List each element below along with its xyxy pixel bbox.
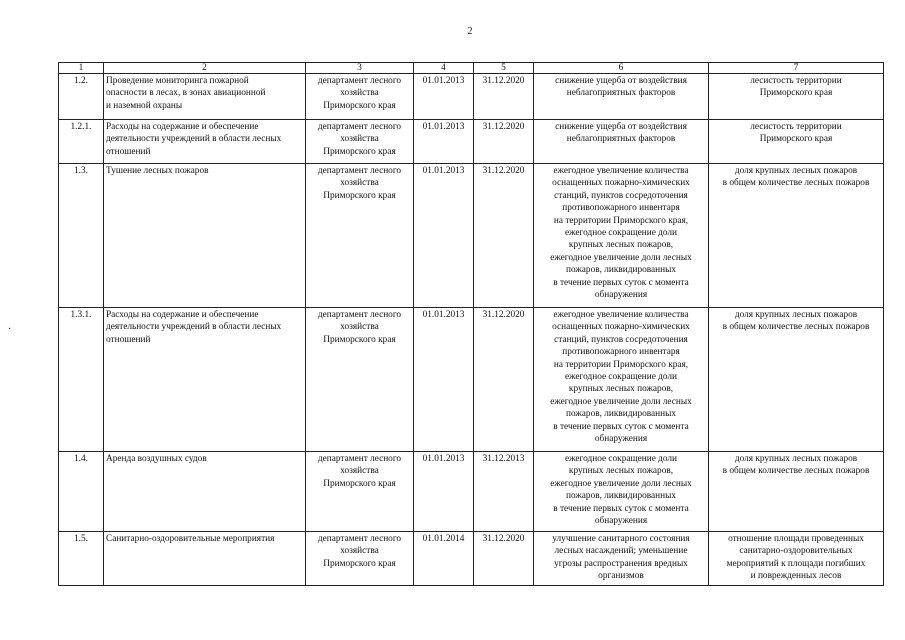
table-row — [59, 452, 884, 532]
end-date: 31.12.2020 — [474, 74, 534, 120]
expected-result: улучшение санитарного состояния лесных насаждений; уменьшение угрозы распространения вредных организмов — [534, 532, 709, 586]
margin-mark: · — [8, 324, 12, 335]
row-number: 1.3. — [59, 164, 104, 308]
expected-result: снижение ущерба от воздействия неблагоприятных факторов — [534, 74, 709, 120]
activity-name: Аренда воздушных судов — [104, 452, 306, 532]
column-header-4: 4 — [414, 63, 474, 74]
end-date: 31.12.2020 — [474, 532, 534, 586]
row-number: 1.2. — [59, 74, 104, 120]
program-activities-table — [58, 62, 884, 586]
expected-result: ежегодное сокращение доли крупных лесных пожаров, ежегодное увеличение доли лесных пожаров, ликвидированных в течение первых суток с момента обнаружения — [534, 452, 709, 532]
table-row — [59, 74, 884, 120]
executor: департамент лесного хозяйства Приморского края — [306, 164, 414, 308]
start-date: 01.01.2014 — [414, 532, 474, 586]
column-header-6: 6 — [534, 63, 709, 74]
column-header-2: 2 — [104, 63, 306, 74]
start-date: 01.01.2013 — [414, 120, 474, 164]
expected-result: ежегодное увеличение количества оснащенных пожарно-химических станций, пунктов сосредоточения противопожарного инвентаря на территории Приморского края, ежегодное сокращение доли крупных лесных пожаров, ежегодное увеличение доли лесных пожаров, ликвидированных в течение первых суток с момента обнаружения — [534, 308, 709, 452]
column-number-header-row — [59, 63, 884, 74]
column-header-1: 1 — [59, 63, 104, 74]
indicator: доля крупных лесных пожаров в общем количестве лесных пожаров — [709, 452, 884, 532]
end-date: 31.12.2020 — [474, 120, 534, 164]
indicator: лесистость территории Приморского края — [709, 120, 884, 164]
executor: департамент лесного хозяйства Приморского края — [306, 308, 414, 452]
row-number: 1.4. — [59, 452, 104, 532]
start-date: 01.01.2013 — [414, 74, 474, 120]
executor: департамент лесного хозяйства Приморского края — [306, 452, 414, 532]
end-date: 31.12.2013 — [474, 452, 534, 532]
page-number: 2 — [467, 26, 473, 37]
row-number: 1.3.1. — [59, 308, 104, 452]
activity-name: Тушение лесных пожаров — [104, 164, 306, 308]
indicator: доля крупных лесных пожаров в общем количестве лесных пожаров — [709, 164, 884, 308]
row-number: 1.5. — [59, 532, 104, 586]
activity-name: Проведение мониторинга пожарной опасности в лесах, в зонах авиационной и наземной охраны — [104, 74, 306, 120]
end-date: 31.12.2020 — [474, 164, 534, 308]
column-header-5: 5 — [474, 63, 534, 74]
start-date: 01.01.2013 — [414, 164, 474, 308]
expected-result: ежегодное увеличение количества оснащенных пожарно-химических станций, пунктов сосредоточения противопожарного инвентаря на территории Приморского края, ежегодное сокращение доли крупных лесных пожаров, ежегодное увеличение доли лесных пожаров, ликвидированных в течение первых суток с момента обнаружения — [534, 164, 709, 308]
table-row — [59, 164, 884, 308]
start-date: 01.01.2013 — [414, 452, 474, 532]
activity-name: Расходы на содержание и обеспечение деятельности учреждений в области лесных отношений — [104, 308, 306, 452]
indicator: лесистость территории Приморского края — [709, 74, 884, 120]
table-row — [59, 120, 884, 164]
row-number: 1.2.1. — [59, 120, 104, 164]
column-header-3: 3 — [306, 63, 414, 74]
table-row — [59, 532, 884, 586]
indicator: доля крупных лесных пожаров в общем количестве лесных пожаров — [709, 308, 884, 452]
activity-name: Расходы на содержание и обеспечение деятельности учреждений в области лесных отношений — [104, 120, 306, 164]
table-row — [59, 308, 884, 452]
activity-name: Санитарно-оздоровительные мероприятия — [104, 532, 306, 586]
executor: департамент лесного хозяйства Приморского края — [306, 74, 414, 120]
indicator: отношение площади проведенных санитарно-оздоровительных мероприятий к площади погибших и поврежденных лесов — [709, 532, 884, 586]
column-header-7: 7 — [709, 63, 884, 74]
executor: департамент лесного хозяйства Приморского края — [306, 532, 414, 586]
expected-result: снижение ущерба от воздействия неблагоприятных факторов — [534, 120, 709, 164]
executor: департамент лесного хозяйства Приморского края — [306, 120, 414, 164]
start-date: 01.01.2013 — [414, 308, 474, 452]
end-date: 31.12.2020 — [474, 308, 534, 452]
